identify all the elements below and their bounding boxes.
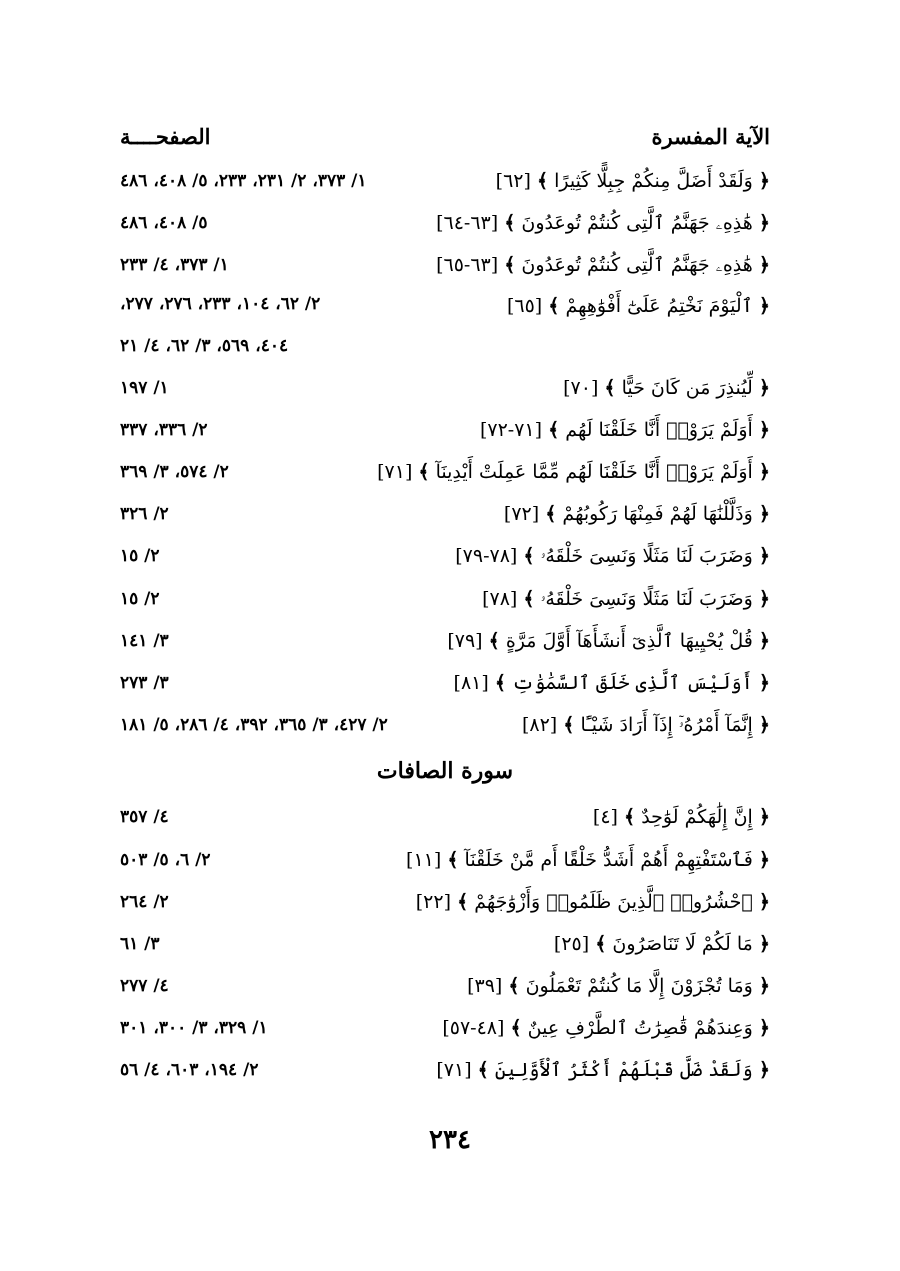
verse-text: إِنَّ إِلَٰهَكُمْ لَوَٰحِدٌ xyxy=(641,806,753,829)
verse-cell: ﴿ مَا لَكُمْ لَا تَنَاصَرُونَ ﴾ [٢٥] xyxy=(553,932,770,955)
verse-text: وَمَا تُجْزَوْنَ إِلَّا مَا كُنتُمْ تَعْمَلُونَ xyxy=(525,975,753,998)
entries-group-c xyxy=(120,796,770,1091)
verse-text: إِنَّمَآ أَمْرُهُۥٓ إِذَآ أَرَادَ شَيْـًٔا xyxy=(580,714,753,737)
verse-cell: ﴿ وَذَلَّلْنَٰهَا لَهُمْ فَمِنْهَا رَكُوبُهُمْ ﴾ [٧٢] xyxy=(503,503,770,526)
index-row xyxy=(120,1007,770,1049)
verse-cell: ﴿ قُلْ يُحْيِيهَا ٱلَّذِىٓ أَنشَأَهَآ أَوَّلَ مَرَّةٍ ﴾ [٧٩] xyxy=(447,629,770,652)
pages-cell: ٢/ ٣٢٦ xyxy=(120,504,169,525)
verse-ref: [٦٣-٦٥] xyxy=(436,254,499,277)
verse-ref: [٧٨] xyxy=(482,587,518,610)
verse-text: هَٰذِهِۦ جَهَنَّمُ ٱلَّتِى كُنتُمْ تُوعَدُونَ xyxy=(521,254,753,277)
verse-ref: [٧١] xyxy=(436,1059,472,1082)
index-row xyxy=(120,578,770,620)
verse-ref: [٦٥] xyxy=(506,294,543,317)
verse-cell: ﴿ أَوَلَمْ يَرَوْا۟ أَنَّا خَلَقْنَا لَهُم مِّمَّا عَمِلَتْ أَيْدِينَآ ﴾ [٧١] xyxy=(377,461,770,484)
verse-cell: ﴿ هَٰذِهِۦ جَهَنَّمُ ٱلَّتِى كُنتُمْ تُوعَدُونَ ﴾ [٦٣-٦٤] xyxy=(436,212,770,235)
index-row xyxy=(120,244,770,286)
index-row xyxy=(120,451,770,493)
verse-ref: [٣٩] xyxy=(467,975,503,998)
index-row xyxy=(120,838,770,880)
index-row xyxy=(120,965,770,1007)
index-row xyxy=(120,662,770,704)
index-row-two-line xyxy=(120,287,770,367)
pages-cell: ٢/ ١٩٤، ٦٠٣، ٤/ ٥٦ xyxy=(120,1060,259,1081)
pages-cell: ٣/ ١٤١ xyxy=(120,630,169,651)
pages-line-1: ٢/ ٦٢، ١٠٤، ٢٣٣، ٢٧٦، ٢٧٧، xyxy=(120,293,321,314)
pages-cell: ١/ ٣٧٣، ٢/ ٢٣١، ٢٣٣، ٥/ ٤٠٨، ٤٨٦ xyxy=(120,171,367,192)
surah-title: سورة الصافات xyxy=(376,758,514,785)
entries-group-a xyxy=(120,160,770,287)
verse-cell: ﴿ إِنَّ إِلَٰهَكُمْ لَوَٰحِدٌ ﴾ [٤] xyxy=(592,806,770,829)
index-row xyxy=(120,620,770,662)
verse-column-title: الآية المفسرة xyxy=(651,123,770,149)
index-row xyxy=(120,1049,770,1091)
verse-cell: ﴿ هَٰذِهِۦ جَهَنَّمُ ٱلَّتِى كُنتُمْ تُوعَدُونَ ﴾ [٦٣-٦٥] xyxy=(436,254,770,277)
verse-cell: ﴿ وَمَا تُجْزَوْنَ إِلَّا مَا كُنتُمْ تَعْمَلُونَ ﴾ [٣٩] xyxy=(467,975,770,998)
pages-cell: ٢/ ٢٦٤ xyxy=(120,891,169,912)
index-row xyxy=(120,704,770,746)
verse-ref: [٢٢] xyxy=(415,890,452,913)
verse-text: وَلَقَدْ ضَلَّ قَبْلَهُمْ أَكْثَرُ ٱلْأَوَّلِينَ xyxy=(494,1059,753,1082)
verse-text: هَٰذِهِۦ جَهَنَّمُ ٱلَّتِى كُنتُمْ تُوعَدُونَ xyxy=(521,212,753,235)
verse-text: فَٱسْتَفْتِهِمْ أَهُمْ أَشَدُّ خَلْقًا أَم مَّنْ خَلَقْنَآ xyxy=(464,848,753,871)
verse-cell: ﴿ وَعِندَهُمْ قَٰصِرَٰتُ ٱلطَّرْفِ عِينٌ ﴾ [٤٨-٥٧] xyxy=(442,1017,770,1040)
page-number: ٢٣٤ xyxy=(429,1125,471,1155)
verse-cell: ﴿ لِّيُنذِرَ مَن كَانَ حَيًّا ﴾ [٧٠] xyxy=(563,376,770,399)
verse-ref: [٧١] xyxy=(377,461,413,484)
verse-ref: [٨٢] xyxy=(521,714,558,737)
verse-text: وَلَقَدْ أَضَلَّ مِنكُمْ جِبِلًّا كَثِيرًا xyxy=(554,170,753,193)
verse-text: ٱحْشُرُوا۟ ٱلَّذِينَ ظَلَمُوا۟ وَأَزْوَٰجَهُمْ xyxy=(474,890,753,913)
verse-cell: ﴿ وَلَقَدْ أَضَلَّ مِنكُمْ جِبِلًّا كَثِيرًا ﴾ [٦٢] xyxy=(495,170,770,193)
pages-cell: ١/ ٣٢٩، ٣/ ٣٠٠، ٣٠١ xyxy=(120,1018,268,1039)
verse-ref: [٧١-٧٢] xyxy=(479,418,543,441)
verse-ref: [٢٥] xyxy=(553,932,590,955)
index-row xyxy=(120,409,770,451)
verse-text: وَذَلَّلْنَٰهَا لَهُمْ فَمِنْهَا رَكُوبُهُمْ xyxy=(562,503,753,526)
pages-cell xyxy=(120,283,320,367)
pages-cell: ١/ ١٩٧ xyxy=(120,377,169,398)
index-row xyxy=(120,367,770,409)
verse-text: قُلْ يُحْيِيهَا ٱلَّذِىٓ أَنشَأَهَآ أَوَّلَ مَرَّةٍ xyxy=(505,629,753,652)
verse-ref: [٤] xyxy=(592,806,618,829)
verse-text: وَضَرَبَ لَنَا مَثَلًا وَنَسِىَ خَلْقَهُۥ xyxy=(540,587,753,610)
verse-text: أَوَلَيْسَ ٱلَّذِى خَلَقَ ٱلسَّمَٰوَٰتِ xyxy=(512,671,753,694)
pages-cell: ٥/ ٤٠٨، ٤٨٦ xyxy=(120,213,208,234)
verse-cell: ﴿ فَٱسْتَفْتِهِمْ أَهُمْ أَشَدُّ خَلْقًا أَم مَّنْ خَلَقْنَآ ﴾ [١١] xyxy=(406,848,770,871)
pages-cell: ٢/ ٦، ٥/ ٥٠٣ xyxy=(120,849,211,870)
index-row xyxy=(120,160,770,202)
pages-cell: ٣/ ٦١ xyxy=(120,933,160,954)
verse-cell: ﴿ ٱلْيَوْمَ نَخْتِمُ عَلَىٰٓ أَفْوَٰهِهِمْ ﴾ [٦٥] xyxy=(506,294,770,317)
index-row xyxy=(120,535,770,577)
index-row xyxy=(120,796,770,838)
pages-cell: ٢/ ٣٣٦، ٣٣٧ xyxy=(120,419,208,440)
verse-ref: [٦٢] xyxy=(495,170,531,193)
verse-ref: [٧٢] xyxy=(503,503,540,526)
verse-ref: [٨١] xyxy=(453,671,489,694)
page-column-title: الصفحــــة xyxy=(120,123,211,149)
index-row xyxy=(120,493,770,535)
verse-cell: ﴿ وَضَرَبَ لَنَا مَثَلًا وَنَسِىَ خَلْقَهُۥ ﴾ [٧٨-٧٩] xyxy=(455,545,770,568)
verse-ref: [٧٠] xyxy=(563,376,599,399)
verse-cell: ﴿ أَوَلَمْ يَرَوْا۟ أَنَّا خَلَقْنَا لَهُم ﴾ [٧١-٧٢] xyxy=(479,418,770,441)
index-row xyxy=(120,202,770,244)
verse-text: وَضَرَبَ لَنَا مَثَلًا وَنَسِىَ خَلْقَهُۥ xyxy=(540,545,753,568)
verse-text: أَوَلَمْ يَرَوْا۟ أَنَّا خَلَقْنَا لَهُم xyxy=(565,418,753,441)
verse-text: وَعِندَهُمْ قَٰصِرَٰتُ ٱلطَّرْفِ عِينٌ xyxy=(527,1017,753,1040)
verse-ref: [٧٨-٧٩] xyxy=(455,545,518,568)
verse-cell: ﴿ إِنَّمَآ أَمْرُهُۥٓ إِذَآ أَرَادَ شَيْـًٔا ﴾ [٨٢] xyxy=(521,714,770,737)
pages-cell: ٤/ ٣٥٧ xyxy=(120,807,169,828)
entries-group-b xyxy=(120,367,770,747)
verse-ref: [٧٩] xyxy=(447,629,483,652)
verse-cell: ﴿ ٱحْشُرُوا۟ ٱلَّذِينَ ظَلَمُوا۟ وَأَزْوَٰجَهُمْ ﴾ [٢٢] xyxy=(415,890,770,913)
index-page xyxy=(120,112,770,1092)
pages-cell: ١/ ٣٧٣، ٤/ ٢٣٣ xyxy=(120,255,229,276)
verse-text: ٱلْيَوْمَ نَخْتِمُ عَلَىٰٓ أَفْوَٰهِهِمْ xyxy=(565,294,753,317)
verse-text: مَا لَكُمْ لَا تَنَاصَرُونَ xyxy=(612,932,753,955)
index-row xyxy=(120,923,770,965)
verse-ref: [٦٣-٦٤] xyxy=(436,212,499,235)
verse-text: أَوَلَمْ يَرَوْا۟ أَنَّا خَلَقْنَا لَهُم مِّمَّا عَمِلَتْ أَيْدِينَآ xyxy=(435,461,753,484)
verse-cell: ﴿ وَلَقَدْ ضَلَّ قَبْلَهُمْ أَكْثَرُ ٱلْأَوَّلِينَ ﴾ [٧١] xyxy=(436,1059,770,1082)
pages-cell: ٢/ ٤٢٧، ٣/ ٣٦٥، ٣٩٢، ٤/ ٢٨٦، ٥/ ١٨١ xyxy=(120,715,388,736)
pages-cell: ٤/ ٢٧٧ xyxy=(120,976,169,997)
verse-text: لِّيُنذِرَ مَن كَانَ حَيًّا xyxy=(621,376,753,399)
pages-cell: ٢/ ١٥ xyxy=(120,588,160,609)
pages-cell: ٢/ ٥٧٤، ٣/ ٣٦٩ xyxy=(120,462,229,483)
verse-cell: ﴿ أَوَلَيْسَ ٱلَّذِى خَلَقَ ٱلسَّمَٰوَٰتِ ﴾ [٨١] xyxy=(453,671,770,694)
pages-cell: ٢/ ١٥ xyxy=(120,546,160,567)
pages-line-2: ٤٠٤، ٥٦٩، ٣/ ٦٢، ٤/ ٢١ xyxy=(120,335,289,356)
column-header xyxy=(120,112,770,160)
verse-cell: ﴿ وَضَرَبَ لَنَا مَثَلًا وَنَسِىَ خَلْقَهُۥ ﴾ [٧٨] xyxy=(482,587,770,610)
verse-ref: [١١] xyxy=(406,848,442,871)
verse-ref: [٤٨-٥٧] xyxy=(442,1017,505,1040)
pages-cell: ٣/ ٢٧٣ xyxy=(120,672,169,693)
index-row xyxy=(120,881,770,923)
